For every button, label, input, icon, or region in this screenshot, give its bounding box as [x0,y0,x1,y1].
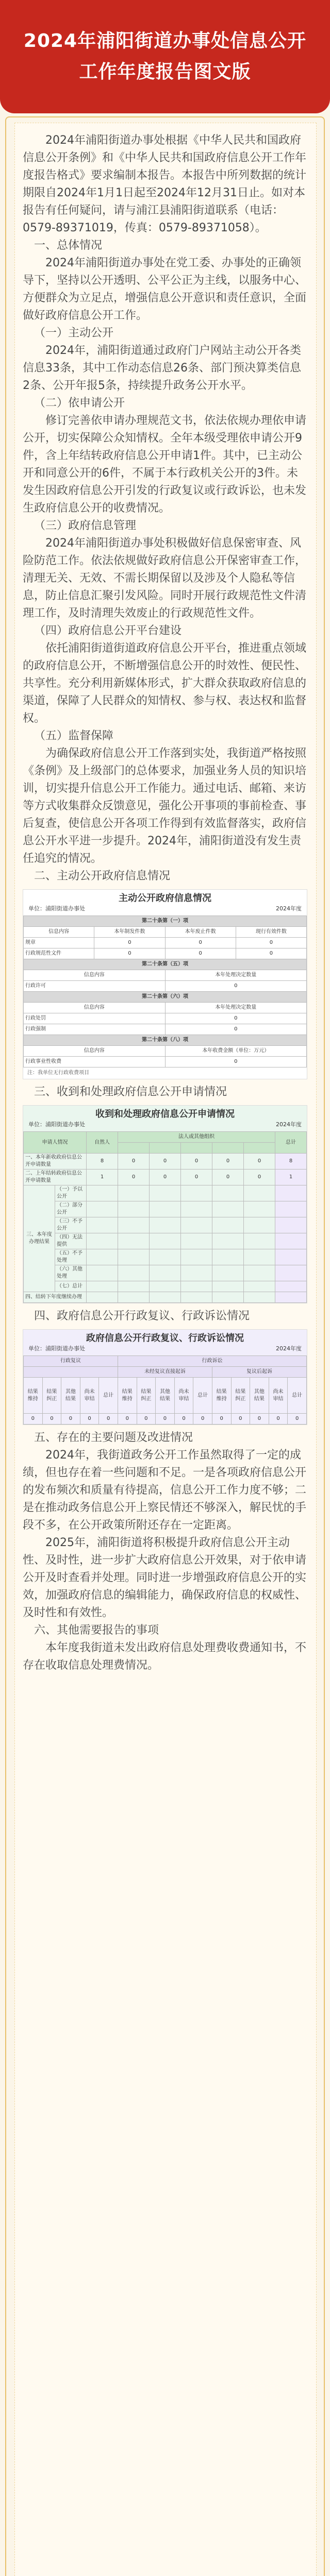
table-title: 政府信息公开行政复议、行政诉讼情况 [86,1333,244,1344]
table-header: 申请人情况 [24,1132,87,1154]
table-cell: 0 [165,1013,307,1024]
section-heading: 四、政府信息公开行政复议、行政诉讼情况 [34,1310,250,1323]
table-cell: 0 [99,1414,118,1425]
table-cell: 行政处罚 [24,1013,166,1024]
table-cell: 行政许可 [24,981,166,992]
table-header: 信息内容 [24,1003,166,1013]
table-cell: 0 [181,1154,212,1170]
table-title: 主动公开政府信息情况 [119,893,211,904]
table-row-label: （二）部分公开 [55,1201,87,1217]
table-header: 结果维持 [118,1378,137,1414]
table-cell: 0 [150,1170,181,1185]
table-cell: 0 [288,1414,307,1425]
intro-paragraph: 2024年浦阳街道办事处根据《中华人民共和国政府信息公开条例》和《中华人民共和国政府信息公开工作年度报告格式》要求编制本报告。本报告中所列数据的统计期限自2024年1月1日起至2024年12月31日止。如对本报告有任何疑问，请与浦江县浦阳街道联系（电话：0579-89371019，传真：0579-89371058）。 [23,134,307,234]
table-row-label: 二、上年结转政府信息公开申请数量 [24,1170,87,1185]
paragraph: 2024年，我街道政务公开工作虽然取得了一定的成绩，但也存在着一些问题和不足。一是各项政府信息公开的发布频次和质量有待提高，信息公开工作力度不够；二是在推动政务信息公开上察民情还不够深入，解民忧的手段不多，在公开政策所附还存在一定距离。 [23,1449,307,1532]
table-header: 本年处理决定数量 [165,970,307,981]
section-heading: 五、存在的主要问题及改进情况 [34,1431,193,1444]
table-cell: 0 [193,1414,212,1425]
table-row-label: （七）总计 [55,1281,87,1292]
paragraph: 修订完善依申请办理规范文书，依法依规办理依申请公开，切实保障公众知情权。全年本级受理依申请公开9件，含上年结转政府信息公开申请1件。其中，已主动公开和同意公开的6件，不属于本行政机关公开的3件。未发生因政府信息公开引发的行政复议或行政诉讼，也未发生政府信息公开的收费情况。 [23,414,307,515]
table-cell: 0 [244,1170,275,1185]
review-litigation-table-image [23,1329,307,1425]
table-header: 尚未审结 [80,1378,99,1414]
table-cell: 0 [212,1170,244,1185]
table-cell: 0 [165,1024,307,1035]
table-band: 第二十条第（八）项 [24,1035,307,1046]
table-header: 总计 [99,1378,118,1414]
table-cell: 0 [24,1414,43,1425]
table-cell: 1 [275,1170,307,1185]
section-heading: 三、收到和处理政府信息公开申请情况 [34,1086,227,1098]
paragraph: 2025年，浦阳街道将积极提升政府信息公开主动性、及时性，进一步扩大政府信息公开效果，对于依申请公开及时查看并处理。同时进一步增强政府信息公开的实效，加强政府信息的编辑能力，确保政府信息的权威性、及时性和有效性。 [23,1536,307,1619]
table-unit: 单位：浦阳街道办事处 [28,1345,85,1352]
table-header: 其他结果 [250,1378,269,1414]
paragraph: 本年度我街道未发出政府信息处理费收费通知书，不存在收取信息处理费情况。 [23,1641,307,1672]
report-body [23,132,307,1674]
table-header: 现行有效件数 [236,927,306,938]
table-year: 2024年度 [276,905,302,912]
subsection-heading: （二）依申请公开 [34,397,125,410]
table-row-label: （五）不予处理 [55,1249,87,1265]
table-header: 行政复议 [24,1356,118,1367]
table-cell: 0 [174,1414,193,1425]
paragraph: 依托浦阳街道街道政府信息公开平台，推进重点领域的政府信息公开，不断增强信息公开的时效性、便民性、共享性。充分利用新媒体形式，扩大群众获取政府信息的渠道，保障了人民群众的知情权、参与权、表达权和监督权。 [23,642,307,725]
paragraph: 2024年浦阳街道办事处积极做好信息保密审查、风险防范工作。依法依规做好政府信息公开保密审查工作，清理无关、无效、不需长期保留以及涉及个人隐私等信息，防止信息汇聚引发风险。同时开展行政规范性文件清理工作，及时清理失效废止的行政规范性文件。 [23,537,307,620]
table-row-label: 一、本年新收政府信息公开申请数量 [24,1154,87,1170]
section-heading: 二、主动公开政府信息情况 [34,870,171,883]
table-header: 总计 [193,1378,212,1414]
table-cell: 规章 [24,938,94,948]
table-unit: 单位：浦阳街道办事处 [28,1121,85,1128]
proactive-disclosure-table-image [23,889,307,1079]
page-title: 2024年浦阳街道办事处信息公开工作年度报告图文版 [23,30,307,82]
paragraph: 为确保政府信息公开工作落到实处，我街道严格按照《条例》及上级部门的总体要求，加强业务人员的知识培训，切实提升信息公开工作能力。通过电话、邮箱、来访等方式收集群众反馈意见，强化公开事项的事前检查、事后复查，使信息公开各项工作得到有效监督落实，政府信息公开水平进一步提升。2024年，浦阳街道没有发生责任追究的情况。 [23,747,307,865]
table-row-label: 四、结转下年度继续办理 [24,1292,87,1303]
table-header: 结果纠正 [137,1378,156,1414]
table-header: 尚未审结 [269,1378,288,1414]
subsection-heading: （三）政府信息管理 [34,519,137,532]
table-band: 第二十条第（六）项 [24,992,307,1003]
table-cell: 0 [118,1414,137,1425]
table-band: 第二十条第（一）项 [24,916,307,927]
table-cell: 0 [137,1414,156,1425]
subsection-heading: （五）监督保障 [34,730,114,742]
table-header: 行政诉讼 [118,1356,306,1367]
table-cell: 行政强制 [24,1024,166,1035]
table-cell: 0 [250,1414,269,1425]
page-header [0,0,330,113]
table-header: 结果纠正 [42,1378,61,1414]
table-cell: 0 [150,1154,181,1170]
table-cell: 0 [165,981,307,992]
table-cell: 0 [61,1414,80,1425]
table-header: 总计 [288,1378,307,1414]
table-note: 注：我单位无行政收费项目 [27,1070,89,1076]
table-row-label: （四）无法提供 [55,1233,87,1249]
table-cell: 行政事业性收费 [24,1057,166,1067]
table-cell: 0 [269,1414,288,1425]
table-cell: 8 [275,1154,307,1170]
table-header: 法人或其他组织 [118,1132,275,1143]
table-header: 信息内容 [24,927,94,938]
table-unit: 单位：浦阳街道办事处 [28,905,85,912]
table-row-label: （六）其他处理 [55,1265,87,1281]
table-cell: 0 [181,1170,212,1185]
table-header: 信息内容 [24,1046,166,1057]
table-header: 尚未审结 [174,1378,193,1414]
table-header: 结果纠正 [231,1378,250,1414]
table-header: 其他结果 [61,1378,80,1414]
table-year: 2024年度 [276,1121,302,1128]
table-cell: 0 [80,1414,99,1425]
application-table-image [23,1105,307,1303]
table-row-label: （三）不予公开 [55,1217,87,1233]
table-cell: 行政规范性文件 [24,948,94,959]
table-cell: 0 [165,938,236,948]
table-header: 结果维持 [24,1378,43,1414]
table-cell: 0 [94,938,165,948]
table-header: 总计 [275,1132,307,1154]
review-litigation-table [23,1355,307,1425]
section-heading: 一、总体情况 [34,239,103,252]
table-cell: 0 [236,948,306,959]
table-header: 复议后起诉 [212,1367,306,1378]
table-band: 第二十条第（五）项 [24,959,307,970]
table-cell: 1 [87,1170,118,1185]
table-header: 其他结果 [156,1378,175,1414]
table-row-label: （一）予以公开 [55,1185,87,1201]
table-header: 本年处理决定数量 [165,1003,307,1013]
subsection-heading: （四）政府信息公开平台建设 [34,624,182,637]
table-title: 收到和处理政府信息公开申请情况 [95,1109,235,1120]
subsection-heading: （一）主动公开 [34,327,114,340]
table-cell: 8 [87,1154,118,1170]
table-cell: 0 [165,1057,307,1067]
table-year: 2024年度 [276,1345,302,1352]
table-row-label: 三、本年度办理结果 [24,1185,55,1292]
paragraph: 2024年浦阳街道办事处在党工委、办事处的正确领导下，坚持以公开透明、公平公正为主线，以服务中心、方便群众为立足点，增强信息公开意识和责任意识，全面做好政府信息公开工作。 [23,257,307,322]
table-cell: 0 [118,1154,150,1170]
table-cell: 0 [118,1170,150,1185]
table-cell: 0 [236,938,306,948]
table-header: 未经复议直接起诉 [118,1367,212,1378]
table-header: 本年收费金额（单位：万元） [165,1046,307,1057]
table-header: 本年制发件数 [94,927,165,938]
table-cell: 0 [212,1414,231,1425]
table-cell: 0 [231,1414,250,1425]
table-header: 结果维持 [212,1378,231,1414]
table-cell: 0 [94,948,165,959]
table-header: 信息内容 [24,970,166,981]
table-cell: 0 [42,1414,61,1425]
proactive-table [23,916,307,1067]
section-heading: 六、其他需要报告的事项 [34,1624,159,1637]
table-cell: 0 [244,1154,275,1170]
table-cell: 0 [156,1414,175,1425]
application-table [23,1131,307,1303]
table-header: 本年废止件数 [165,927,236,938]
table-cell: 0 [165,948,236,959]
table-cell: 0 [212,1154,244,1170]
table-header: 自然人 [87,1132,118,1154]
paragraph: 2024年，浦阳街道通过政府门户网站主动公开各类信息33条，其中工作动态信息26条、部门预决算类信息2条、公开年报5条，持续提升政务公开水平。 [23,344,301,392]
